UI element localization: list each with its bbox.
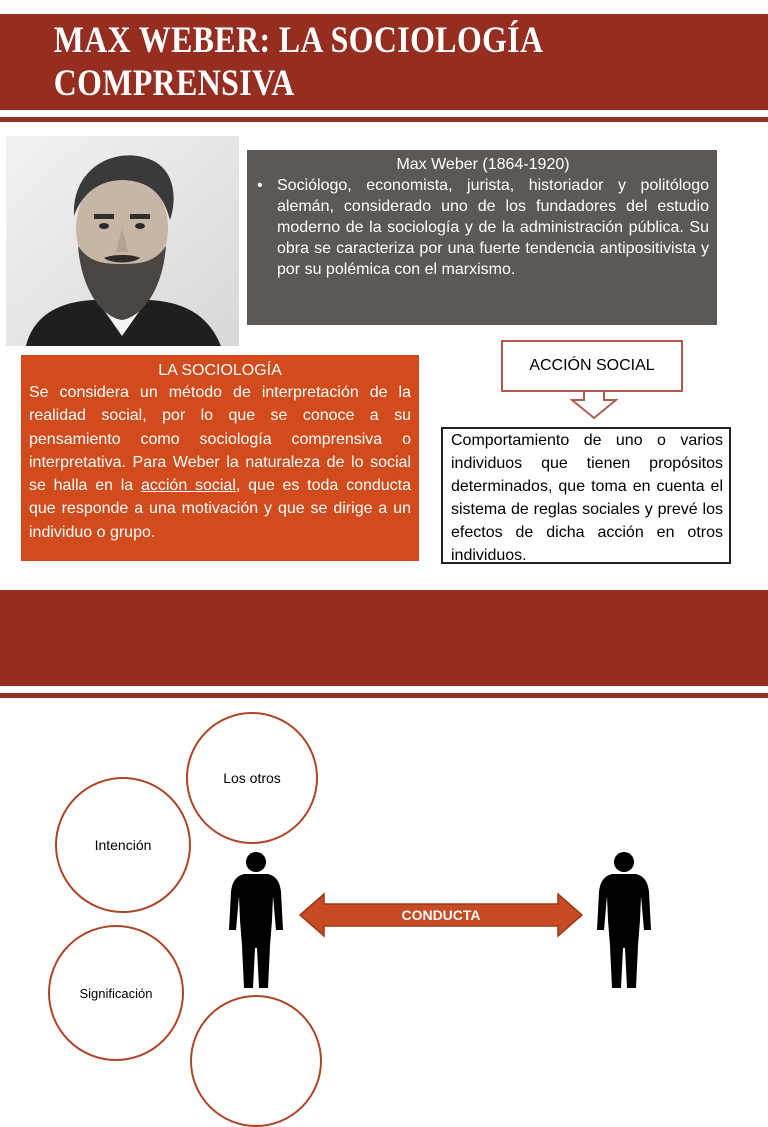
bullet-icon: • bbox=[257, 177, 263, 194]
circle-partial bbox=[190, 995, 322, 1127]
bio-box bbox=[247, 150, 717, 325]
accion-social-definition: Comportamiento de uno o varios individuos que tienen propósitos determinados, que toma en cuenta el sistema de reglas sociales y prevé los efectos de dicha acción en otros individuos. bbox=[441, 427, 731, 564]
person-left-icon bbox=[226, 850, 286, 992]
sociologia-heading: LA SOCIOLOGÍA bbox=[158, 362, 282, 379]
page-title: MAX WEBER: LA SOCIOLOGÍA COMPRENSIVA bbox=[53, 20, 542, 104]
middle-band bbox=[0, 590, 768, 686]
person-right-icon bbox=[594, 850, 654, 992]
sociologia-text bbox=[29, 381, 411, 544]
bio-heading: Max Weber (1864-1920) bbox=[396, 156, 570, 173]
accion-social-label-box bbox=[501, 340, 683, 392]
circle-significacion bbox=[48, 925, 184, 1061]
accion-social-label: ACCIÓN SOCIAL bbox=[529, 357, 655, 374]
circle-los-otros-label: Los otros bbox=[223, 770, 281, 786]
middle-underline bbox=[0, 693, 768, 698]
sociologia-box bbox=[21, 355, 419, 561]
circle-intencion-label: Intención bbox=[94, 837, 152, 853]
portrait-illustration bbox=[6, 136, 239, 346]
header-underline bbox=[0, 117, 768, 122]
conducta-label: CONDUCTA bbox=[401, 907, 481, 923]
sociologia-text-start: Se considera un método de interpretación de la realidad social, por lo que se conoce a su pensamiento como sociología comprensiva o interpretativa. Para Weber la naturaleza de lo social se halla en la bbox=[29, 384, 411, 495]
circle-los-otros bbox=[186, 712, 318, 844]
bio-text bbox=[257, 175, 709, 280]
down-arrow-icon bbox=[570, 390, 618, 420]
circle-significacion-label: Significación bbox=[79, 985, 153, 1001]
bio-description: Sociólogo, economista, jurista, historiador y politólogo alemán, considerado uno de los fundadores del estudio moderno de la sociología y de la administración pública. Su obra se caracteriza por una fuerte tendencia antipositivista y por su polémica con el marxismo. bbox=[277, 177, 709, 278]
portrait-image bbox=[6, 136, 239, 346]
circle-intencion bbox=[55, 777, 191, 913]
sociologia-text-end: , que es toda conducta que responde a una motivación y que se dirige a un individuo o grupo. bbox=[29, 477, 412, 541]
accion-social-link[interactable]: acción social bbox=[140, 477, 236, 495]
